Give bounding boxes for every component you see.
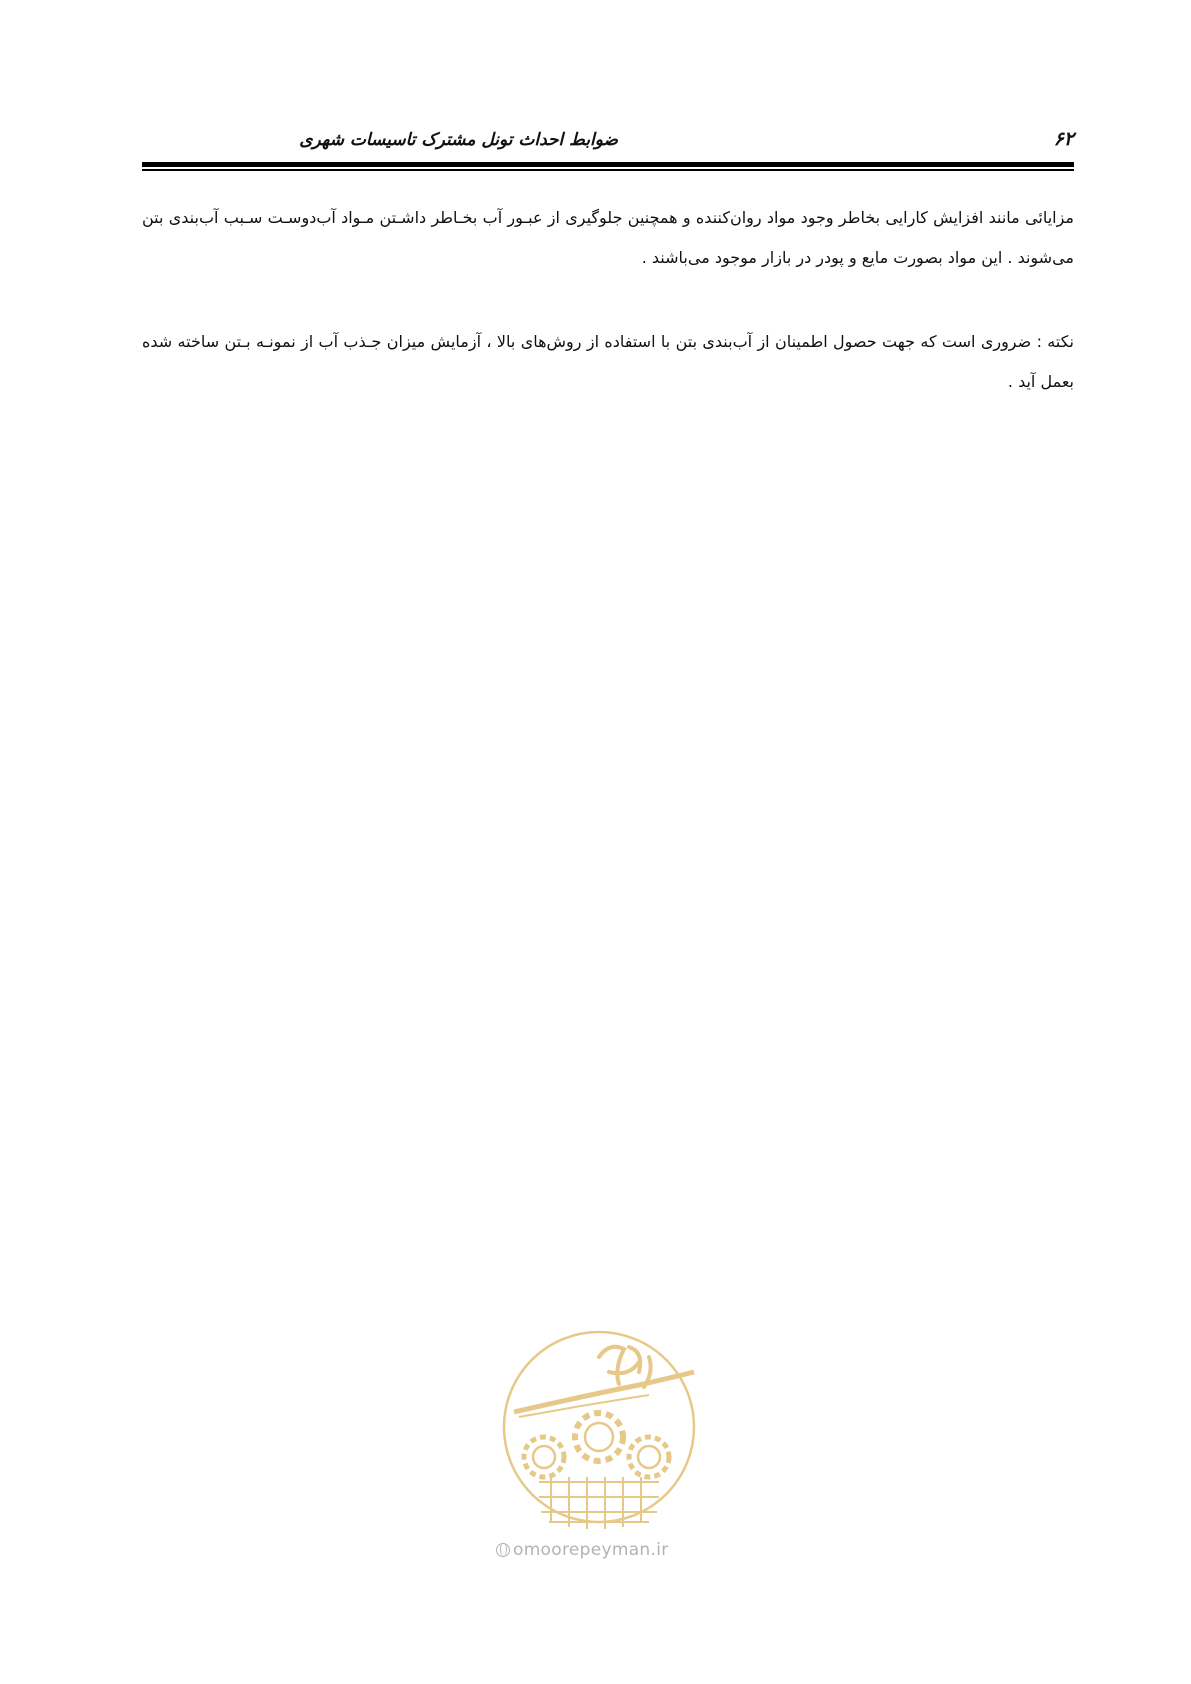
page-header <box>142 128 1074 156</box>
header-rule-thin <box>142 169 1074 171</box>
watermark-logo <box>489 1317 709 1537</box>
note-paragraph: نکته : ضروری است که جهت حصول اطمینان از آب‌بندی بتن با استفاده از روش‌های بالا ، آزمایش میزان جـذب آب از نمونـه بـتن ساخته شده بعمل آید . <box>142 332 1074 391</box>
watermark-url-text: omoorepeyman.ir <box>513 1540 669 1560</box>
globe-icon <box>496 1543 510 1557</box>
header-rule-thick <box>142 162 1074 167</box>
watermark-url <box>496 1540 706 1560</box>
body-paragraph: مزایائی مانند افزایش کارایی بخاطر وجود مواد روان‌کننده و همچنین جلوگیری از عبـور آب بخـاطر داشـتن مـواد آب‌دوسـت سـبب آب‌بندی بتن می‌شوند . این مواد بصورت مایع و پودر در بازار موجود می‌باشند . <box>142 208 1074 267</box>
page-number: ۶۲ <box>1053 128 1074 150</box>
running-header-title: ضوابط احداث تونل مشترک تاسیسات شهری <box>299 130 618 150</box>
